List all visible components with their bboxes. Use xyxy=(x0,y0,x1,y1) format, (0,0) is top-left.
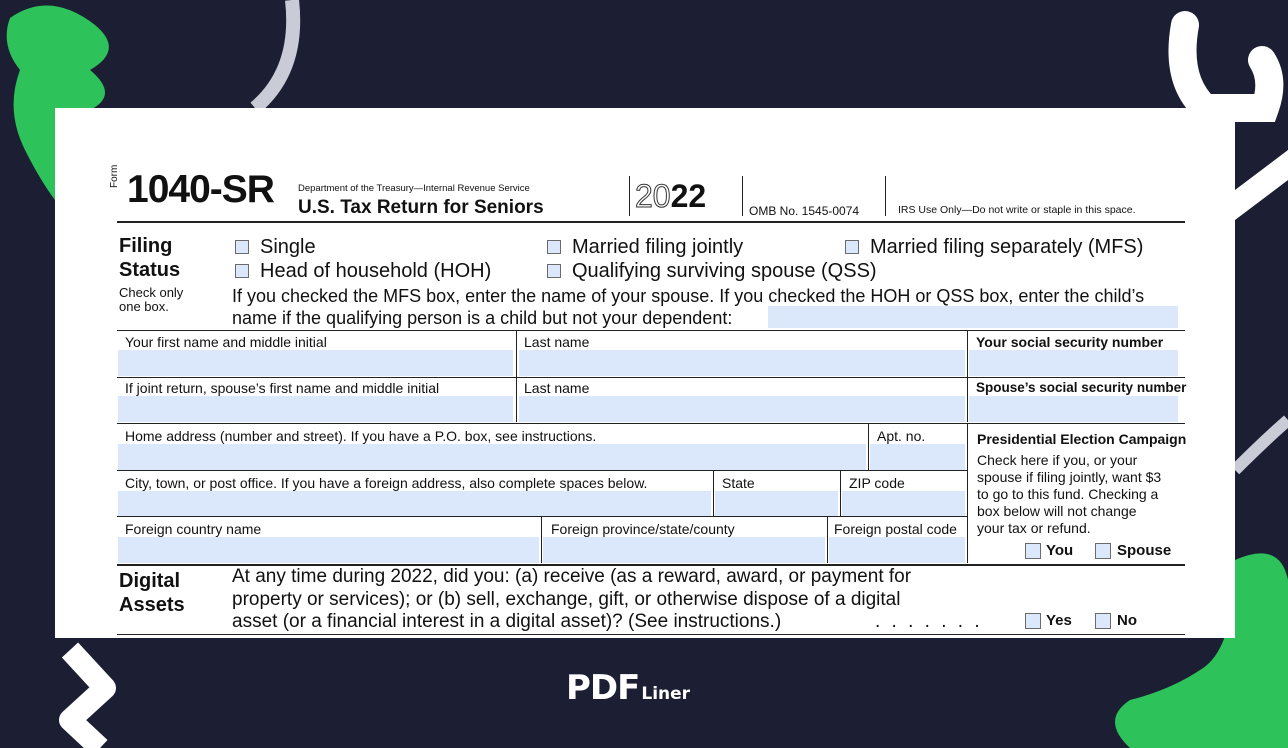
foreign-province-label: Foreign province/state/county xyxy=(551,521,735,537)
check-only-note: Check only xyxy=(119,285,184,300)
grey-arc-right xyxy=(1235,420,1288,470)
campaign-line-2: spouse if filing jointly, want $3 xyxy=(977,469,1162,485)
first-name-field[interactable] xyxy=(118,350,513,376)
ssn-field[interactable] xyxy=(969,350,1178,376)
spouse-first-name-field[interactable] xyxy=(118,396,513,422)
spouse-ssn-label: Spouse’s social security number xyxy=(976,380,1187,395)
mfs-instruction-2: name if the qualifying person is a child but not your dependent: xyxy=(232,308,733,328)
zip-label: ZIP code xyxy=(849,475,905,491)
tax-form-page xyxy=(55,108,1235,638)
city-label: City, town, or post office. If you have a foreign address, also complete spaces below. xyxy=(125,475,648,491)
campaign-spouse-label: Spouse xyxy=(1117,542,1172,559)
digital-assets-question-2: property or services); or (b) sell, exchange, gift, or otherwise dispose of a digital xyxy=(232,589,901,610)
filing-status-heading: Filing xyxy=(119,235,173,257)
spouse-ssn-field[interactable] xyxy=(969,396,1178,422)
campaign-line-1: Check here if you, or your xyxy=(977,452,1138,468)
campaign-spouse-checkbox[interactable] xyxy=(1095,543,1111,559)
tax-year xyxy=(635,178,706,215)
digital-assets-heading: Digital xyxy=(119,570,181,592)
irs-use-only: IRS Use Only—Do not write or staple in this space. xyxy=(898,204,1136,216)
foreign-postal-label: Foreign postal code xyxy=(834,521,957,537)
spouse-last-name-label: Last name xyxy=(524,380,590,396)
campaign-line-4: box below will not change xyxy=(977,503,1137,519)
home-address-label: Home address (number and street). If you have a P.O. box, see instructions. xyxy=(125,428,597,444)
home-address-field[interactable] xyxy=(118,444,866,470)
qualifying-spouse-label: Qualifying surviving spouse (QSS) xyxy=(572,260,877,282)
zip-field[interactable] xyxy=(842,491,965,517)
campaign-you-label: You xyxy=(1046,542,1074,559)
digital-assets-no-checkbox[interactable] xyxy=(1095,613,1111,629)
digital-assets-question-1: At any time during 2022, did you: (a) receive (as a reward, award, or payment for xyxy=(232,566,912,587)
campaign-you-checkbox[interactable] xyxy=(1025,543,1041,559)
single-checkbox[interactable] xyxy=(235,240,249,254)
foreign-country-label: Foreign country name xyxy=(125,521,262,537)
campaign-title: Presidential Election Campaign xyxy=(977,431,1187,447)
white-band-right xyxy=(1235,150,1288,220)
spouse-first-name-label: If joint return, spouse’s first name and middle initial xyxy=(125,380,440,396)
single-label: Single xyxy=(260,236,316,258)
digital-assets-dots: . . . . . . . xyxy=(875,611,983,632)
check-only-note-2: one box. xyxy=(119,299,169,314)
foreign-country-field[interactable] xyxy=(118,537,539,563)
logo-main: PDF xyxy=(566,668,640,708)
tax-year-bold: 22 xyxy=(670,178,707,214)
grey-arc-top xyxy=(255,0,293,108)
digital-assets-yes-checkbox[interactable] xyxy=(1025,613,1041,629)
first-name-label: Your first name and middle initial xyxy=(125,334,327,350)
mfs-instruction: If you checked the MFS box, enter the name of your spouse. If you checked the HOH or QSS box, enter the child’s xyxy=(232,286,1145,306)
apt-label: Apt. no. xyxy=(877,428,926,444)
form-prefix: Form xyxy=(109,164,120,188)
campaign-line-5: your tax or refund. xyxy=(977,520,1091,536)
form-number: 1040-SR xyxy=(127,168,274,211)
married-separately-checkbox[interactable] xyxy=(845,240,859,254)
last-name-label: Last name xyxy=(524,334,590,350)
qualifying-person-name-field[interactable] xyxy=(768,306,1178,328)
campaign-line-3: to go to this fund. Checking a xyxy=(977,486,1159,502)
city-field[interactable] xyxy=(118,491,711,517)
married-jointly-label: Married filing jointly xyxy=(572,236,744,258)
filing-status-heading-2: Status xyxy=(119,259,181,281)
digital-assets-heading-2: Assets xyxy=(119,594,185,616)
spouse-last-name-field[interactable] xyxy=(519,396,965,422)
head-of-household-label: Head of household (HOH) xyxy=(260,260,492,282)
white-squiggle-right xyxy=(1183,25,1270,108)
state-label: State xyxy=(722,475,755,491)
logo-sub: Liner xyxy=(641,684,691,704)
head-of-household-checkbox[interactable] xyxy=(235,264,249,278)
digital-assets-question-3: asset (or a financial interest in a digital asset)? (See instructions.) xyxy=(232,611,782,632)
digital-assets-no-label: No xyxy=(1117,612,1137,629)
married-jointly-checkbox[interactable] xyxy=(547,240,561,254)
foreign-province-field[interactable] xyxy=(543,537,825,563)
digital-assets-yes-label: Yes xyxy=(1046,612,1072,629)
form-title: U.S. Tax Return for Seniors xyxy=(298,197,544,218)
department-text: Department of the Treasury—Internal Revenue Service xyxy=(298,183,530,194)
tax-year-outline: 20 xyxy=(635,178,671,214)
qualifying-spouse-checkbox[interactable] xyxy=(547,264,561,278)
married-separately-label: Married filing separately (MFS) xyxy=(870,236,1144,258)
state-field[interactable] xyxy=(715,491,838,517)
white-zigzag-left xyxy=(70,650,105,748)
foreign-postal-field[interactable] xyxy=(829,537,965,563)
pdfliner-logo xyxy=(566,668,690,708)
last-name-field[interactable] xyxy=(519,350,965,376)
apt-field[interactable] xyxy=(870,444,965,470)
omb-number: OMB No. 1545-0074 xyxy=(749,204,860,218)
ssn-label: Your social security number xyxy=(976,334,1164,350)
